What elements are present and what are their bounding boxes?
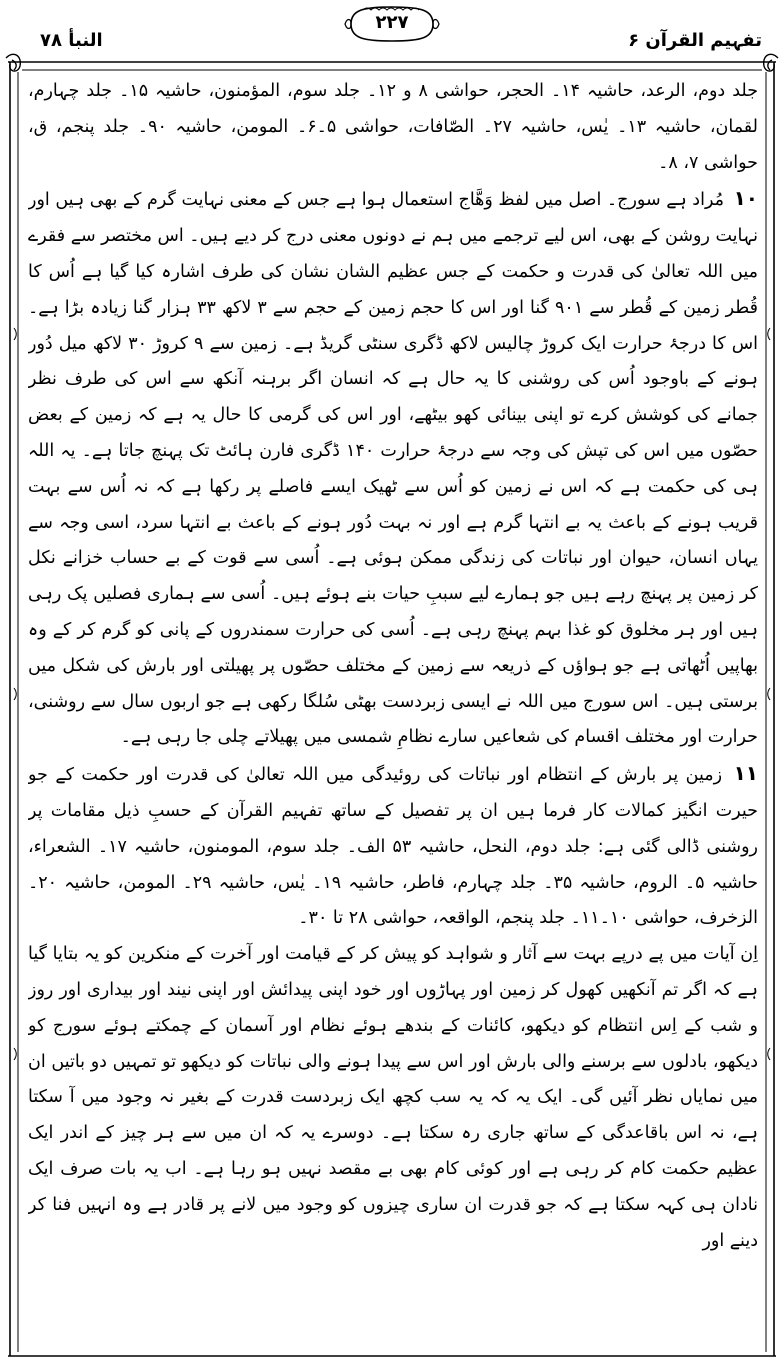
book-title-header: تفہیم القرآن ۶: [628, 30, 762, 51]
footnote-number: ۱۱: [733, 761, 758, 786]
paragraph-text: زمین پر بارش کے انتظام اور نباتات کی روئیدگی میں اللہ تعالیٰ کی قدرت اور حکمت کے جو حیرت انگیز کمالات کار فرما ہیں ان پر تفصیل کے ساتھ تفہیم القرآن کے حسبِ ذیل مقامات پر روشنی ڈالی گئی ہے: جلد دوم، النحل، حاشیہ ۵۳ الف۔ جلد سوم، المومنون، حاشیہ ۱۷۔ الشعراء، حاشیہ ۵۔ الروم، حاشیہ ۳۵۔ جلد چہارم، فاطر، حاشیہ ۱۹۔ یٰس، حاشیہ ۲۹۔ المومن، حاشیہ ۲۰۔ الزخرف، حواشی ۱۰۔۱۱۔ جلد پنجم، الواقعہ، حواشی ۲۸ تا ۳۰۔: [28, 765, 758, 929]
page-header: [0, 0, 784, 58]
commentary-body: [28, 74, 758, 1354]
surah-header: النبأ ۷۸: [40, 30, 103, 51]
footnote-number: ۱۰: [733, 186, 758, 211]
paragraph-text: اِن آیات میں پے درپے بہت سے آثار و شواہد کو پیش کر کے قیامت اور آخرت کے منکرین کو یہ بتایا گیا ہے کہ اگر تم آنکھیں کھول کر زمین اور پہاڑوں اور خود اپنی پیدائش اور اپنی نیند اور بیداری اور روز و شب کے اِس انتظام کو دیکھو، کائنات کے بندھے ہوئے نظام اور آسمان کے چمکتے ہوئے سورج کو دیکھو، بادلوں سے برسنے والی بارش اور اس سے پیدا ہونے والی نباتات کو دیکھو تو تمہیں دو باتیں ان میں نمایاں نظر آئیں گی۔ ایک یہ کہ یہ سب کچھ ایک زبردست قدرت کے بغیر نہ وجود میں آ سکتا ہے، نہ اس باقاعدگی کے ساتھ جاری رہ سکتا ہے۔ دوسرے یہ کہ ان میں سے ہر چیز کے اندر ایک عظیم حکمت کام کر رہی ہے اور کوئی کام بھی بے مقصد نہیں ہو رہا ہے۔ اب یہ بات صرف ایک نادان ہی کہہ سکتا ہے کہ جو قدرت ان ساری چیزوں کو وجود میں لانے پر قادر ہے وہ انہیں فنا کر دینے اور: [28, 944, 758, 1251]
paragraph-text: جلد دوم، الرعد، حاشیہ ۱۴۔ الحجر، حواشی ۸ و ۱۲۔ جلد سوم، المؤمنون، حاشیہ ۱۵۔ جلد چہارم، لقمان، حاشیہ ۱۳۔ یٰس، حاشیہ ۲۷۔ الصّافات، حواشی ۵۔۶۔ المومن، حاشیہ ۹۰۔ جلد پنجم، ق، حواشی ۷، ۸۔: [28, 81, 758, 173]
page-number: ۲۲۷: [375, 12, 409, 33]
footnote-10: [28, 181, 758, 756]
paragraph-references: [28, 74, 758, 181]
paragraph-conclusion: [28, 937, 758, 1259]
footnote-11: [28, 756, 758, 937]
page-number-badge: [343, 4, 441, 44]
paragraph-text: مُراد ہے سورج۔ اصل میں لفظ وَھَّاج استعمال ہوا ہے جس کے معنی نہایت گرم کے بھی ہیں اور نہایت روشن کے بھی، اس لیے ترجمے میں ہم نے دونوں معنی درج کر دیے ہیں۔ اس مختصر سے فقرے میں اللہ تعالیٰ کی قدرت و حکمت کے جس عظیم الشان نشان کی طرف اشارہ کیا گیا ہے اُس کا قُطر زمین کے قُطر سے ۹۰۱ گنا اور اس کا حجم زمین کے حجم سے ۳ لاکھ ۳۳ ہزار گنا زیادہ بڑا ہے۔ اس کا درجۂ حرارت ایک کروڑ چالیس لاکھ ڈگری سنٹی گریڈ ہے۔ زمین سے ۹ کروڑ ۳۰ لاکھ میل دُور ہونے کے باوجود اُس کی روشنی کا یہ حال ہے کہ انسان اگر برہنہ آنکھ سے اس کی طرف نظر جمانے کی کوشش کرے تو اپنی بینائی کھو بیٹھے، اور اس کی گرمی کا حال یہ ہے کہ زمین کے بعض حصّوں میں اس کی تپش کی وجہ سے درجۂ حرارت ۱۴۰ ڈگری فارن ہائٹ تک پہنچ جاتا ہے۔ یہ اللہ ہی کی حکمت ہے کہ اس نے زمین کو اُس سے ٹھیک ایسے فاصلے پر رکھا ہے کہ نہ اُس سے بہت قریب ہونے کے باعث یہ بے انتہا گرم ہے اور نہ بہت دُور ہونے کے باعث بے انتہا سرد، اسی وجہ سے یہاں انسان، حیوان اور نباتات کی زندگی ممکن ہوئی ہے۔ اُسی سے قوت کے بے حساب خزانے نکل کر زمین پر پہنچ رہے ہیں جو ہمارے لیے سببِ حیات بنے ہوئے ہیں۔ اُسی سے ہماری فصلیں پک رہی ہیں اور ہر مخلوق کو غذا بہم پہنچ رہی ہے۔ اُسی کی حرارت سمندروں کے پانی کو گرم کر کے وہ بھاپیں اُٹھاتی ہے جو ہواؤں کے ذریعہ سے زمین کے مختلف حصّوں پر پھیلتی اور بارش کی شکل میں برستی ہیں۔ اس سورج میں اللہ نے ایسی زبردست بھٹی سُلگا رکھی ہے جو اربوں سال سے روشنی، حرارت اور مختلف اقسام کی شعاعیں سارے نظامِ شمسی میں پھیلاتے چلی جا رہی ہے۔: [28, 190, 758, 748]
